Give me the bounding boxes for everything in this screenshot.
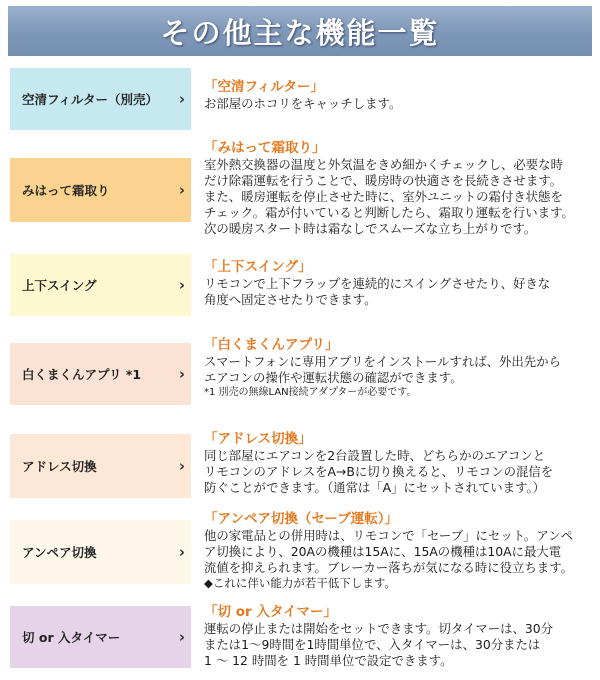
- feature-row-swing: [10, 253, 592, 318]
- chevron-right-icon: ›: [178, 457, 185, 475]
- feature-text-line: 角度へ固定させたりできます。: [204, 292, 377, 307]
- chevron-right-icon: ›: [178, 628, 185, 646]
- chevron-right-icon: ›: [178, 365, 185, 383]
- title-banner: [8, 6, 592, 56]
- feature-tab-address[interactable]: [10, 434, 191, 498]
- feature-tab-label: アンペア切換: [22, 545, 97, 560]
- chevron-right-icon: ›: [178, 90, 185, 108]
- feature-row-address: [10, 430, 592, 505]
- feature-heading: 「アドレス切換」: [204, 431, 312, 447]
- feature-text-line: エアコンの操作や運転状態の確認ができます。: [204, 370, 463, 385]
- feature-text-line: また、暖房運転を停止させた時に、室外ユニットの霜付き状態を: [204, 189, 563, 204]
- feature-tab-app[interactable]: [10, 343, 191, 405]
- feature-description: [204, 140, 594, 237]
- feature-row-timer: [10, 604, 592, 676]
- feature-text-line: チェック。霜が付いていると判断したら、霜取り運転を行います。: [204, 205, 574, 220]
- feature-description: [204, 604, 594, 669]
- feature-text-line: 同じ部屋にエアコンを2台設置した時、どちらかのエアコンと: [204, 448, 546, 463]
- feature-tab-ampere[interactable]: [10, 520, 191, 584]
- feature-text-line: 防ぐことができます。（通常は「A」にセットされています。）: [204, 480, 546, 495]
- feature-caveat: ◆これに伴い能力が若干低下します。: [204, 576, 396, 590]
- feature-text-line: リモコンで上下フラップを連続的にスイングさせたり、好きな: [204, 276, 551, 291]
- feature-heading: 「みはって霜取り」: [204, 140, 326, 156]
- feature-tab-defrost[interactable]: [10, 158, 191, 222]
- feature-text-line: 運転の停止または開始をセットできます。切タイマーは、30分: [204, 621, 554, 636]
- feature-heading: 「切 or 入タイマー」: [204, 604, 338, 620]
- feature-text-line: または1〜9時間を1時間単位で、入タイマーは、30分または: [204, 637, 541, 652]
- chevron-right-icon: ›: [178, 276, 185, 294]
- feature-row-air-filter: [10, 68, 592, 130]
- feature-tab-air-filter[interactable]: [10, 68, 191, 130]
- feature-tab-label: アドレス切換: [22, 459, 97, 474]
- feature-description: [204, 337, 594, 400]
- feature-text-line: 流値を抑えられます。ブレーカー落ちが気になる時に役立ちます。: [204, 560, 573, 575]
- chevron-right-icon: ›: [178, 543, 185, 561]
- feature-tab-label: 切 or 入タイマー: [22, 630, 121, 645]
- feature-heading: 「アンペア切換（セーブ運転）」: [204, 511, 398, 527]
- feature-row-defrost: [10, 140, 592, 240]
- feature-text-line: お部屋のホコリをキャッチします。: [204, 96, 402, 111]
- chevron-right-icon: ›: [178, 181, 185, 199]
- feature-description: [204, 259, 594, 308]
- feature-heading: 「白くまくんアプリ」: [204, 337, 339, 353]
- feature-text-line: 室外熱交換器の温度と外気温をきめ細かくチェックし、必要な時: [204, 157, 563, 172]
- feature-tab-label: みはって霜取り: [22, 183, 110, 198]
- feature-tab-timer[interactable]: [10, 606, 191, 668]
- feature-heading: 「上下スイング」: [204, 259, 312, 275]
- feature-text-line: 他の家電品との併用時は、リモコンで「セーブ」にセット。アンペ: [204, 528, 573, 543]
- feature-tab-label: 空清フィルター（別売）: [22, 92, 159, 107]
- feature-description: [204, 511, 594, 591]
- feature-text-line: ア切換により、20Aの機種は15Aに、15Aの機種は10Aに最大電: [204, 544, 562, 559]
- feature-tab-label: 上下スイング: [22, 278, 97, 293]
- feature-tab-label: 白くまくんアプリ *1: [22, 367, 142, 382]
- feature-text-line: リモコンのアドレスをA→Bに切り換えると、リモコンの混信を: [204, 464, 554, 479]
- feature-row-ampere: [10, 511, 592, 599]
- feature-description: [204, 79, 594, 112]
- feature-footnote: *1 別売の無線LAN接続アダプターが必要です。: [204, 387, 417, 398]
- feature-text-line: 次の暖房スタート時は霜なしでスムーズな立ち上がりです。: [204, 221, 537, 236]
- feature-heading: 「空清フィルター」: [204, 79, 324, 95]
- page-title: その他主な機能一覧: [160, 15, 440, 50]
- feature-text-line: 1 〜 12 時間を 1 時間単位で設定できます。: [204, 653, 453, 668]
- feature-row-app: [10, 333, 592, 413]
- feature-description: [204, 431, 594, 496]
- feature-text-line: スマートフォンに専用アプリをインストールすれば、外出先から: [204, 354, 561, 369]
- feature-text-line: だけ除霜運転を行うことで、暖房時の快適さを長続きさせます。: [204, 173, 563, 188]
- feature-tab-swing[interactable]: [10, 254, 191, 316]
